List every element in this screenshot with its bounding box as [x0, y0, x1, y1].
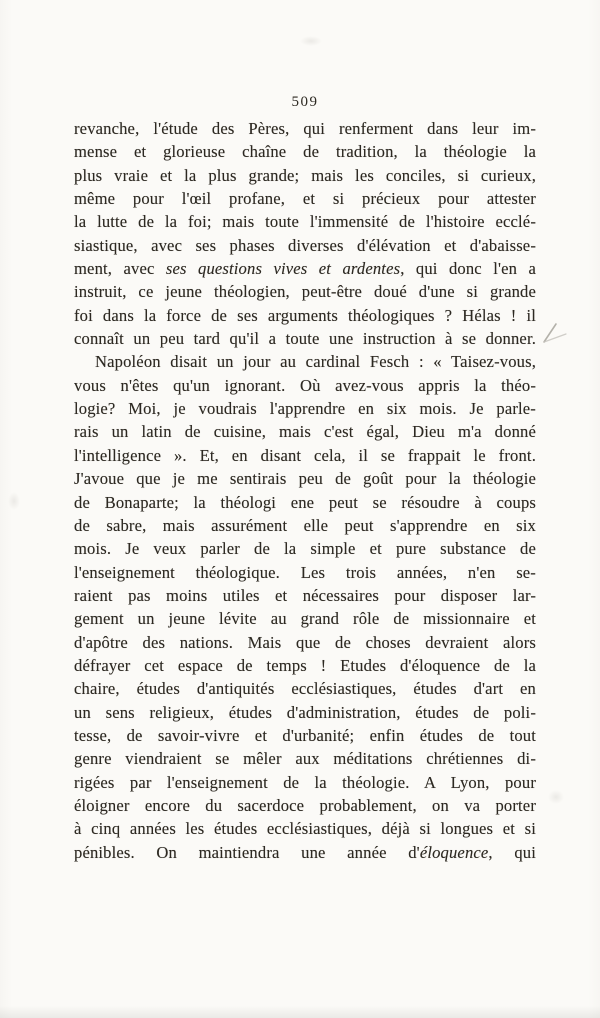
text-segment: foi dans la force de ses arguments théologiques ? Hélas ! il — [74, 305, 536, 325]
text-segment: plus vraie et la plus grande; mais les conciles, si curieux, — [74, 165, 536, 185]
text-segment: , qui — [488, 842, 536, 862]
text-line — [74, 654, 536, 677]
text-segment: l'enseignement théologique. Les trois années, n'en se- — [74, 562, 536, 582]
paper-smudge — [548, 790, 564, 804]
italic-text-segment: ses questions vives et ardentes — [165, 259, 401, 279]
text-segment: Napoléon disait un jour au cardinal Fesch : « Taisez-vous, — [95, 352, 536, 372]
text-line — [74, 491, 536, 514]
text-line — [74, 561, 536, 584]
text-segment: de sabre, mais assurément elle peut s'apprendre en six — [74, 515, 536, 535]
text-segment: rais un latin de cuisine, mais c'est égal, Dieu m'a donné — [74, 422, 536, 442]
text-line — [74, 164, 536, 187]
text-segment: vous n'êtes qu'un ignorant. Où avez-vous appris la théo- — [74, 375, 536, 395]
text-line — [74, 537, 536, 560]
text-segment: de Bonaparte; la théologi ene peut se résoudre à coups — [74, 492, 536, 512]
text-segment: à cinq années les études ecclésiastiques, déjà si longues et si — [74, 819, 536, 839]
text-segment: gement un jeune lévite au grand rôle de missionnaire et — [74, 609, 536, 629]
text-line — [74, 350, 536, 373]
text-line — [74, 794, 536, 817]
text-segment: mois. Je veux parler de la simple et pure substance de — [74, 539, 536, 559]
text-segment: revanche, l'étude des Pères, qui renferment dans leur im- — [74, 119, 536, 138]
text-segment: logie? Moi, je voudrais l'apprendre en six mois. Je parle- — [74, 399, 536, 419]
text-segment: instruit, ce jeune théologien, peut-être doué d'une si grande — [74, 282, 536, 302]
text-line — [74, 327, 536, 350]
text-segment: , qui donc l'en a — [400, 259, 536, 279]
text-segment: défrayer cet espace de temps ! Etudes d'éloquence de la — [74, 655, 536, 675]
text-segment: l'intelligence ». Et, en disant cela, il se frappait le front. — [74, 445, 536, 465]
text-line — [74, 724, 536, 747]
text-segment: genre viendraient se mêler aux méditations chrétiennes di- — [74, 749, 536, 769]
text-block — [74, 117, 536, 864]
text-segment: rigées par l'enseignement de la théologie. A Lyon, pour — [74, 772, 536, 792]
text-line — [74, 584, 536, 607]
paper-smudge — [300, 36, 322, 46]
text-line — [74, 701, 536, 724]
text-segment: connaît un peu tard qu'il a toute une instruction à se donner. — [74, 329, 536, 349]
text-line — [74, 280, 536, 303]
text-line — [74, 841, 536, 864]
text-line — [74, 117, 536, 140]
text-segment: raient pas moins utiles et nécessaires pour disposer lar- — [74, 585, 536, 605]
text-line — [74, 817, 536, 840]
text-line — [74, 677, 536, 700]
text-line — [74, 397, 536, 420]
text-line — [74, 210, 536, 233]
text-segment: tesse, de savoir-vivre et d'urbanité; enfin études de tout — [74, 725, 536, 745]
page-number: 509 — [291, 94, 319, 110]
text-line — [74, 631, 536, 654]
text-line — [74, 747, 536, 770]
text-segment: J'avoue que je me sentirais peu de goût pour la théologie — [74, 469, 536, 489]
text-segment: ment, avec — [74, 259, 166, 279]
text-segment: éloigner encore du sacerdoce probablement, on va porter — [74, 795, 536, 815]
text-line — [74, 374, 536, 397]
text-line — [74, 607, 536, 630]
text-segment: siastique, avec ses phases diverses d'élévation et d'abaisse- — [74, 235, 536, 255]
text-segment: d'apôtre des nations. Mais que de choses devraient alors — [74, 632, 536, 652]
text-segment: pénibles. On maintiendra une année d' — [74, 842, 420, 862]
text-line — [74, 420, 536, 443]
text-line — [74, 187, 536, 210]
text-segment: mense et glorieuse chaîne de tradition, la théologie la — [74, 142, 536, 162]
text-line — [74, 514, 536, 537]
text-line — [74, 304, 536, 327]
text-segment: un sens religieux, études d'administration, études de poli- — [74, 702, 536, 722]
text-line — [74, 234, 536, 257]
text-line — [74, 257, 536, 280]
pencil-mark — [534, 320, 574, 360]
text-line — [74, 467, 536, 490]
paper-smudge — [8, 492, 20, 510]
italic-text-segment: éloquence — [419, 842, 489, 862]
text-line — [74, 444, 536, 467]
text-segment: même pour l'œil profane, et si précieux pour attester — [74, 189, 536, 209]
text-segment: chaire, études d'antiquités ecclésiastiques, études d'art en — [74, 679, 536, 699]
text-line — [74, 140, 536, 163]
text-line — [74, 771, 536, 794]
text-segment: la lutte de la foi; mais toute l'immensité de l'histoire ecclé- — [74, 212, 536, 232]
